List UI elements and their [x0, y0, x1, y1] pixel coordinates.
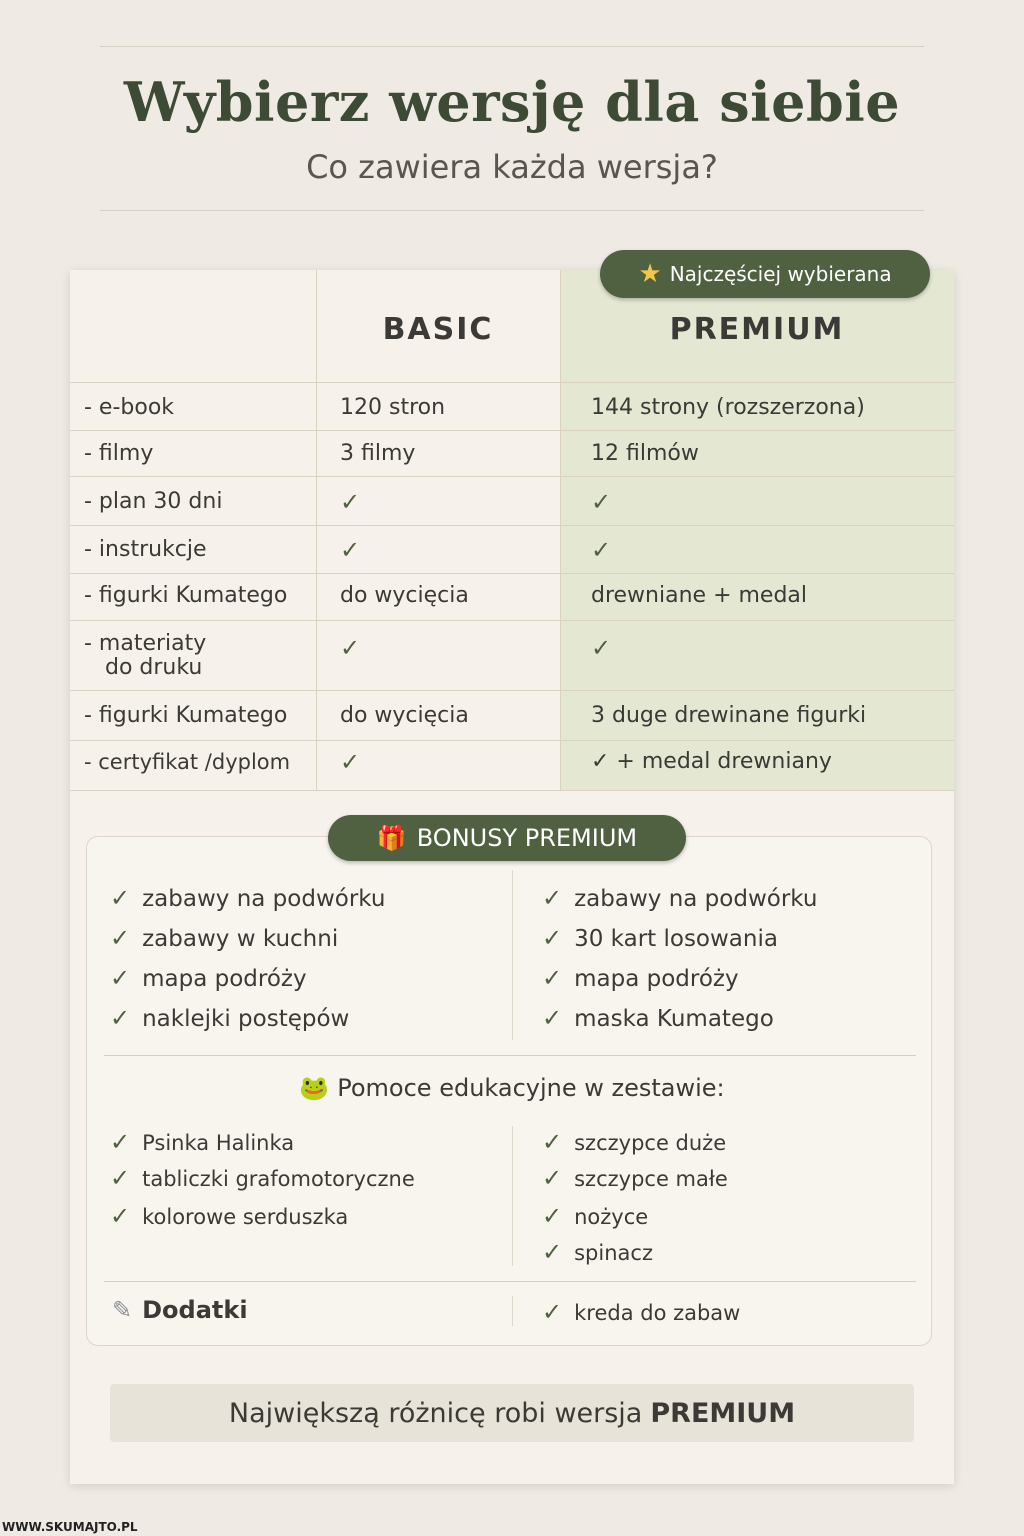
section-divider — [104, 1055, 916, 1056]
basic-check-icon: ✓ — [340, 488, 361, 516]
row-line — [70, 740, 954, 741]
col-divider-1 — [316, 270, 317, 790]
check-icon: ✓ — [542, 1202, 563, 1230]
premium-check-icon: ✓ — [591, 634, 612, 662]
row-line — [70, 573, 954, 574]
row-line — [70, 430, 954, 431]
check-icon: ✓ — [110, 924, 131, 952]
row-line — [70, 476, 954, 477]
basic-value: 120 stron — [340, 395, 446, 420]
feature-label: - figurki Kumatego — [84, 703, 288, 728]
check-icon: ✓ — [110, 1004, 131, 1032]
premium-value: 12 filmów — [591, 441, 699, 466]
page-subtitle: Co zawiera każda wersja? — [306, 148, 718, 186]
check-icon: ✓ — [542, 1238, 563, 1266]
edu-item: ✓ Psinka Halinka — [110, 1128, 295, 1156]
edu-item: ✓ szczypce duże — [542, 1128, 727, 1156]
edu-title: 🐸 Pomoce edukacyjne w zestawie: — [299, 1074, 725, 1102]
feature-label: - instrukcje — [84, 537, 207, 562]
bonus-item: ✓ zabawy w kuchni — [110, 924, 339, 952]
badge-label: Najczęściej wybierana — [669, 262, 892, 286]
basic-value: 3 filmy — [340, 441, 416, 466]
premium-check-icon: ✓ — [591, 488, 612, 516]
feature-label: - filmy — [84, 441, 154, 466]
feature-label: - e-book — [84, 395, 175, 420]
check-icon: ✓ — [110, 1164, 131, 1192]
pencil-icon: ✎ — [112, 1296, 133, 1324]
bonus-item: ✓ maska Kumatego — [542, 1004, 774, 1032]
check-icon: ✓ — [542, 884, 563, 912]
row-line — [70, 382, 954, 383]
frog-icon: 🐸 — [299, 1074, 330, 1102]
bonus-premium-pill — [328, 815, 686, 861]
row-line — [70, 690, 954, 691]
check-icon: ✓ — [110, 884, 131, 912]
row-line — [70, 620, 954, 621]
bonus-item: ✓ naklejki postępów — [110, 1004, 350, 1032]
feature-label: - figurki Kumatego — [84, 583, 288, 608]
feature-label: - certyfikat /dyplom — [84, 750, 291, 774]
site-watermark: WWW.SKUMAJTO.PL — [2, 1520, 138, 1534]
header-rule — [100, 210, 924, 211]
gift-icon: 🎁 — [376, 824, 407, 852]
basic-check-icon: ✓ — [340, 634, 361, 662]
edu-item: ✓ kolorowe serduszka — [110, 1202, 349, 1230]
basic-check-icon: ✓ — [340, 536, 361, 564]
section-divider — [104, 1281, 916, 1282]
most-chosen-badge — [600, 250, 930, 298]
bonus-item: ✓ zabawy na podwórku — [110, 884, 386, 912]
check-icon: ✓ — [110, 1202, 131, 1230]
edu-item: ✓ spinacz — [542, 1238, 653, 1266]
feature-label: - plan 30 dni — [84, 489, 223, 514]
extras-item: ✓ kreda do zabaw — [542, 1298, 741, 1326]
edu-item: ✓ szczypce małe — [542, 1164, 728, 1192]
check-icon: ✓ — [542, 1298, 563, 1326]
check-icon: ✓ — [542, 1128, 563, 1156]
footer-text: Największą różnicę robi wersja — [228, 1397, 643, 1429]
page-title: Wybierz wersję dla siebie — [123, 70, 901, 134]
col-divider-2 — [560, 270, 561, 790]
row-line — [70, 525, 954, 526]
bonus-item: ✓ mapa podróży — [110, 964, 307, 992]
check-icon: ✓ — [110, 1128, 131, 1156]
bonus-label: BONUSY PREMIUM — [416, 824, 638, 852]
check-icon: ✓ — [542, 1164, 563, 1192]
footer-band — [110, 1384, 914, 1442]
premium-header: PREMIUM — [669, 312, 845, 347]
edu-item: ✓ nożyce — [542, 1202, 649, 1230]
feature-label-line2: do druku — [105, 655, 203, 680]
premium-value: 144 strony (rozszerzona) — [591, 395, 865, 420]
check-icon: ✓ — [542, 964, 563, 992]
bonus-divider — [512, 870, 513, 1040]
basic-check-icon: ✓ — [340, 748, 361, 776]
premium-value: ✓ + medal drewniany — [591, 749, 832, 774]
star-icon: ★ — [638, 259, 662, 289]
check-icon: ✓ — [110, 964, 131, 992]
bonus-item: ✓ mapa podróży — [542, 964, 739, 992]
feature-label: - materiaty — [84, 631, 207, 656]
basic-value: do wycięcia — [340, 703, 469, 728]
row-line — [70, 790, 954, 791]
bonus-item: ✓ zabawy na podwórku — [542, 884, 818, 912]
top-rule — [100, 46, 924, 47]
premium-value: 3 duge drewinane figurki — [591, 703, 867, 728]
footer-bold: PREMIUM — [650, 1397, 796, 1429]
edu-divider — [512, 1126, 513, 1266]
extras-divider — [512, 1296, 513, 1326]
check-icon: ✓ — [542, 1004, 563, 1032]
premium-value: drewniane + medal — [591, 583, 808, 608]
basic-value: do wycięcia — [340, 583, 469, 608]
basic-header: BASIC — [382, 312, 494, 347]
bonus-item: ✓ 30 kart losowania — [542, 924, 778, 952]
premium-check-icon: ✓ — [591, 536, 612, 564]
extras-label: ✎ Dodatki — [112, 1296, 248, 1324]
edu-item: ✓ tabliczki grafomotoryczne — [110, 1164, 415, 1192]
check-icon: ✓ — [542, 924, 563, 952]
